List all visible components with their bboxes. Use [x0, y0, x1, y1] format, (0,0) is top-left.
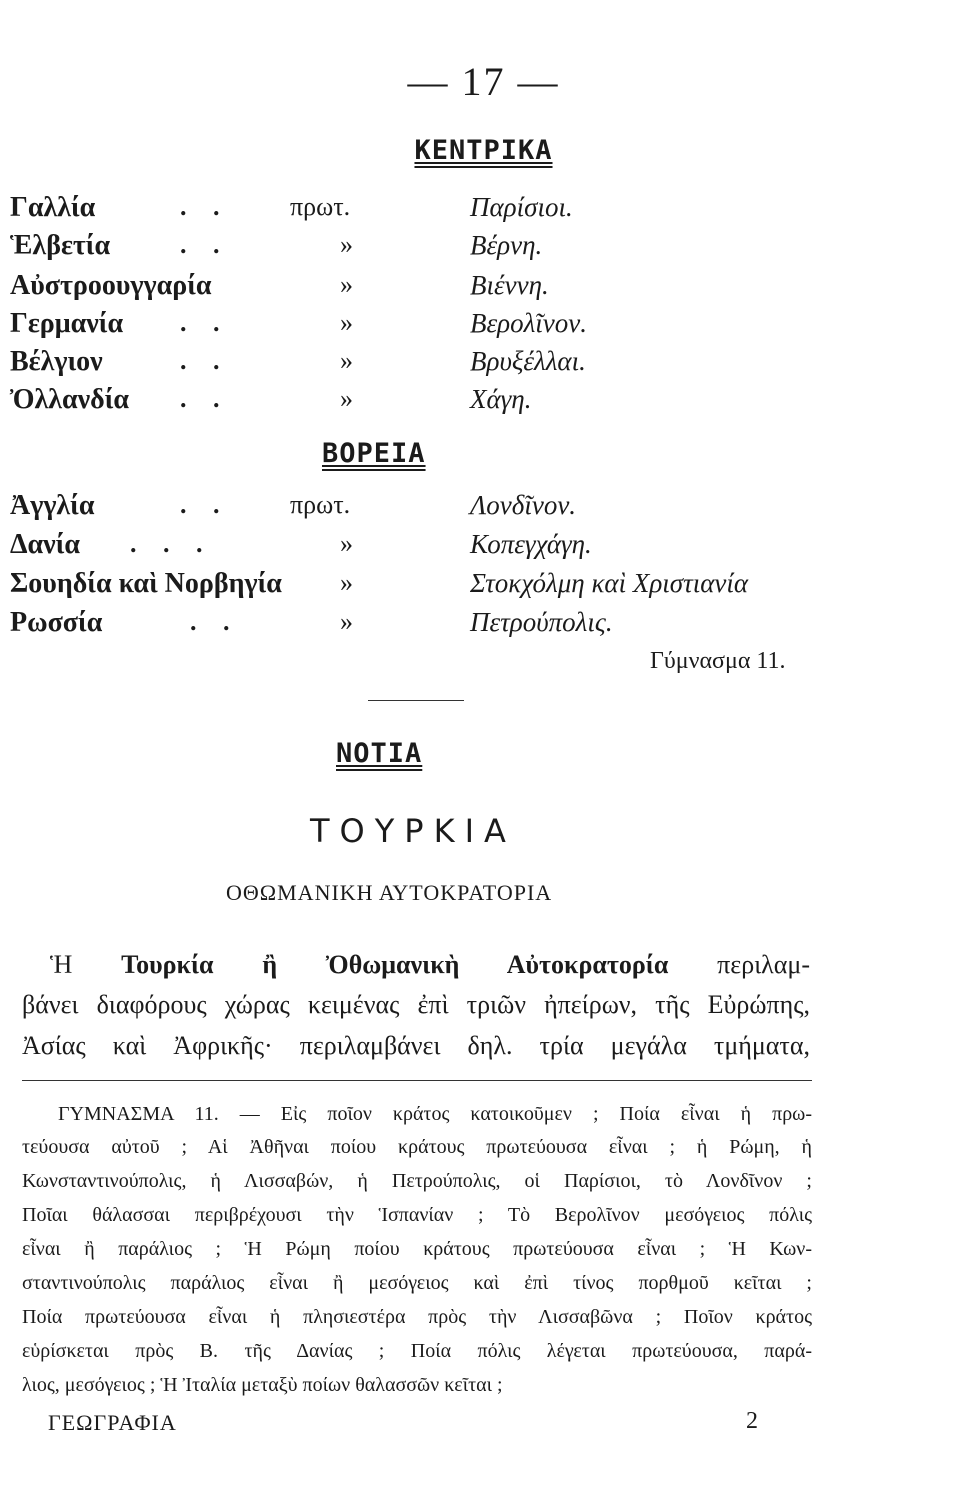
- signature-number: 2: [746, 1408, 758, 1434]
- body-line-bold: Τουρκία ἢ Ὀθωμανικὴ Αὐτοκρατορία: [121, 950, 669, 979]
- note-line: σταντινούπολις παράλιος εἶναι ἢ μεσόγειος καὶ ἐπὶ τίνος πορθμοῦ κεῖται ;: [22, 1272, 812, 1294]
- leader-dots: . .: [190, 607, 240, 636]
- leader-dots: . .: [180, 490, 230, 519]
- capital-type: πρωτ.: [290, 490, 351, 519]
- capital-type: »: [340, 346, 353, 375]
- capital-type: »: [340, 568, 353, 597]
- heading-central: ΚΕΝΤΡΙΚΑ: [414, 135, 553, 166]
- capital-name: Πετρούπολις.: [470, 607, 613, 637]
- heading-north: ΒΟΡΕΙΑ: [322, 438, 426, 469]
- country-name: Αὐστροουγγαρία: [10, 270, 212, 301]
- capital-type: »: [340, 230, 353, 259]
- note-line: εὑρίσκεται πρὸς Β. τῆς Δανίας ; Ποία πόλις λέγεται πρωτεύουσα, παρά-: [22, 1340, 812, 1362]
- note-line: τεύουσα αὐτοῦ ; Αἱ Ἀθῆναι ποίου κράτους πρωτεύουσα εἶναι ; ἡ Ρώμη, ἡ: [22, 1136, 812, 1158]
- capital-name: Παρίσιοι.: [470, 192, 573, 222]
- capital-name: Στοκχόλμη καὶ Χριστιανία: [470, 568, 749, 598]
- note-line: εἶναι ἢ παράλιος ; Ἡ Ρώμη ποίου κράτους πρωτεύουσα εἶναι ; Ἡ Κων-: [22, 1238, 812, 1260]
- country-title: ΤΟΥΡΚΙΑ: [310, 812, 516, 850]
- leader-dots: . .: [180, 192, 230, 221]
- leader-dots: . . .: [130, 529, 213, 558]
- body-line: βάνει διαφόρους χώρας κειμένας ἐπὶ τριῶν ἠπείρων, τῆς Εὐρώπης,: [22, 990, 810, 1019]
- country-name: Γαλλία: [10, 192, 96, 223]
- leader-dots: . .: [180, 308, 230, 337]
- note-line: Ποία πρωτεύουσα εἶναι ἡ πλησιεστέρα πρὸς τὴν Λισσαβῶνα ; Ποῖον κράτος: [22, 1306, 812, 1328]
- body-line-rest: περιλαμ-: [717, 950, 811, 979]
- note-line: Κωνσταντινούπολις, ἡ Λισσαβών, ἡ Πετρούπολις, οἱ Παρίσιοι, τὸ Λονδῖνον ;: [22, 1170, 812, 1192]
- leader-dots: . .: [180, 230, 230, 259]
- note-line: λιος, μεσόγειος ; Ἡ Ἰταλία μεταξὺ ποίων θαλασσῶν κεῖται ;: [22, 1374, 503, 1396]
- heading-south: ΝΟΤΙΑ: [336, 738, 423, 769]
- capital-name: Λονδῖνον.: [470, 490, 577, 520]
- body-line-prefix: Ἡ: [50, 950, 73, 979]
- capital-name: Βιέννη.: [470, 270, 549, 300]
- body-line: [50, 950, 810, 980]
- leader-dots: . .: [180, 346, 230, 375]
- country-name: Ρωσσία: [10, 607, 103, 638]
- capital-type: »: [340, 529, 353, 558]
- signature-mark: ΓΕΩΓΡΑΦΙΑ: [48, 1410, 177, 1435]
- country-name: Ἀγγλία: [10, 490, 95, 521]
- page-number: — 17 —: [407, 59, 560, 104]
- body-line: Ἀσίας καὶ Ἀφρικῆς· περιλαμβάνει δηλ. τρία μεγάλα τμήματα,: [22, 1031, 810, 1060]
- country-name: Ὀλλανδία: [10, 384, 129, 415]
- country-name: Ἑλβετία: [10, 230, 111, 261]
- capital-name: Βέρνη.: [470, 230, 543, 260]
- country-name: Βέλγιον: [10, 346, 103, 377]
- capital-type: »: [340, 308, 353, 337]
- exercise-reference: Γύμνασμα 11.: [650, 648, 786, 674]
- country-name: Σουηδία καὶ Νορβηγία: [10, 568, 282, 599]
- note-line: Ποῖαι θάλασσαι περιβρέχουσι τὴν Ἱσπανίαν ; Τὸ Βερολῖνον μεσόγειος πόλις: [22, 1204, 812, 1226]
- country-name: Γερμανία: [10, 308, 124, 339]
- country-subtitle: ΟΘΩΜΑΝΙΚΗ ΑΥΤΟΚΡΑΤΟΡΙΑ: [226, 880, 553, 905]
- note-line: ΓΥΜΝΑΣΜΑ 11. — Εἰς ποῖον κράτος κατοικοῦμεν ; Ποία εἶναι ἡ πρω-: [58, 1103, 812, 1125]
- capital-name: Βερολῖνον.: [470, 308, 588, 338]
- capital-name: Βρυξέλλαι.: [470, 346, 586, 376]
- capital-type: »: [340, 270, 353, 299]
- capital-type: »: [340, 607, 353, 636]
- leader-dots: . .: [180, 384, 230, 413]
- section-divider: [368, 700, 464, 701]
- footnote-divider: [22, 1080, 812, 1081]
- capital-type: πρωτ.: [290, 192, 351, 221]
- capital-name: Χάγη.: [470, 384, 532, 414]
- country-name: Δανία: [10, 529, 80, 560]
- capital-name: Κοπεγχάγη.: [470, 529, 592, 559]
- capital-type: »: [340, 384, 353, 413]
